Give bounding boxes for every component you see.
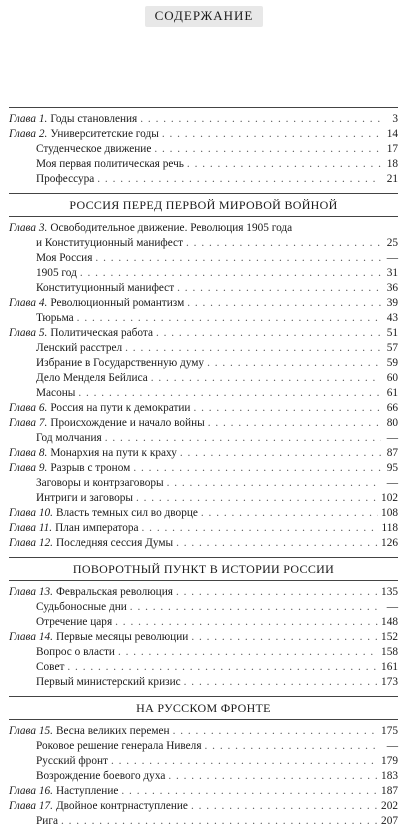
page-number: 43: [386, 312, 398, 324]
toc-entry-label: [9, 416, 205, 431]
toc-chapter-row: [9, 112, 398, 127]
toc-entry-label: [9, 371, 148, 386]
chapter-number: Глава 12.: [9, 537, 53, 549]
dot-leader: [105, 431, 381, 446]
toc-subsection-row: [9, 600, 398, 615]
chapter-title: Освободительное движение. Революция 1905 года: [50, 222, 293, 234]
toc-entry-label: [9, 536, 173, 551]
page-number: 51: [386, 327, 398, 339]
toc-subsection-row: [9, 754, 398, 769]
dot-leader: [142, 521, 379, 536]
chapter-title: Происхождение и начало войны: [50, 417, 205, 429]
toc-chapter-row: [9, 521, 398, 536]
toc-chapter-row: [9, 724, 398, 739]
toc-chapter-row: [9, 326, 398, 341]
subsection-title: Тюрьма: [36, 312, 74, 324]
toc-entry-label: [9, 754, 108, 769]
chapter-title: Монархия на пути к краху: [50, 447, 177, 459]
page-number: 118: [381, 522, 398, 534]
dot-leader: [61, 814, 378, 829]
subsection-title: Заговоры и контрзаговоры: [36, 477, 164, 489]
page-number: 135: [381, 586, 398, 598]
dot-leader: [125, 341, 381, 356]
toc-chapter-row: [9, 446, 398, 461]
toc-entry-label: [9, 142, 151, 157]
page-number: 14: [386, 128, 398, 140]
subsection-title: Русский фронт: [36, 755, 108, 767]
toc-entry-label: [9, 221, 292, 236]
toc-subsection-row: [9, 371, 398, 386]
dot-leader: [187, 157, 381, 172]
page-number: 39: [386, 297, 398, 309]
page-number: 187: [381, 785, 398, 797]
page-number: 17: [386, 143, 398, 155]
page-number: 18: [386, 158, 398, 170]
chapter-number: Глава 15.: [9, 725, 53, 737]
toc-entry-label: [9, 446, 177, 461]
chapter-number: Глава 9.: [9, 462, 48, 474]
page-title: СОДЕРЖАНИЕ: [145, 6, 264, 27]
dot-leader: [207, 356, 381, 371]
toc-subsection-row: [9, 266, 398, 281]
chapter-number: Глава 8.: [9, 447, 48, 459]
toc-chapter-row: [9, 296, 398, 311]
section-heading-russian-front: НА РУССКОМ ФРОНТЕ: [9, 696, 398, 720]
chapter-number: Глава 6.: [9, 402, 48, 414]
toc-subsection-row: [9, 739, 398, 754]
subsection-title: Масоны: [36, 387, 76, 399]
toc-subsection-row: [9, 814, 398, 829]
subsection-title: Дело Менделя Бейлиса: [36, 372, 148, 384]
toc-subsection-row: [9, 341, 398, 356]
toc-subsection-row: [9, 236, 398, 251]
chapter-title: Последняя сессия Думы: [55, 537, 174, 549]
dot-leader: [133, 461, 381, 476]
toc-chapter-row: [9, 585, 398, 600]
toc-entry-label: [9, 326, 153, 341]
toc-entry-label: [9, 585, 173, 600]
toc-subsection-row: [9, 645, 398, 660]
dot-leader: [111, 754, 378, 769]
subsection-title: Интриги и заговоры: [36, 492, 133, 504]
chapter-title: Двойное контрнаступление: [55, 800, 188, 812]
page-number: 158: [381, 646, 398, 658]
page-number: 66: [386, 402, 398, 414]
toc-subsection-row: [9, 491, 398, 506]
toc-entry-label: [9, 615, 112, 630]
dot-leader: [177, 281, 381, 296]
subsection-title: Моя Россия: [36, 252, 93, 264]
toc-subsection-row: [9, 311, 398, 326]
chapter-title: Первые месяцы революции: [55, 631, 189, 643]
toc-entry-label: [9, 311, 74, 326]
page-number: 21: [386, 173, 398, 185]
page-number: 102: [381, 492, 398, 504]
toc-entry-label: [9, 799, 188, 814]
dot-leader: [186, 236, 381, 251]
dot-leader: [136, 491, 378, 506]
toc-entry-label: [9, 630, 188, 645]
chapter-number: Глава 14.: [9, 631, 53, 643]
subsection-title: Студенческое движение: [36, 143, 152, 155]
chapter-number: Глава 3.: [9, 222, 48, 234]
toc-chapter-row: [9, 630, 398, 645]
subsection-title: 1905 год: [36, 267, 77, 279]
chapter-title: Политическая работа: [50, 327, 153, 339]
dot-leader: [208, 416, 381, 431]
toc-subsection-row: [9, 431, 398, 446]
toc-entry-label: [9, 127, 159, 142]
chapter-title: Февральская революция: [55, 586, 173, 598]
toc-subsection-row: [9, 172, 398, 187]
toc-subsection-row: [9, 142, 398, 157]
dot-leader: [67, 660, 378, 675]
dot-leader: [140, 112, 381, 127]
dot-leader: [168, 769, 378, 784]
toc-subsection-row: [9, 386, 398, 401]
page-number: 207: [381, 815, 398, 827]
dot-leader: [191, 799, 378, 814]
subsection-title: Избрание в Государственную думу: [36, 357, 205, 369]
chapter-title: Власть темных сил во дворце: [55, 507, 198, 519]
page-number: 148: [381, 616, 398, 628]
chapter-number: Глава 11.: [9, 522, 53, 534]
page-number: 202: [381, 800, 398, 812]
toc-entry-label: [9, 660, 64, 675]
toc-entry-label: [9, 769, 165, 784]
page-number: 95: [386, 462, 398, 474]
dot-leader: [95, 251, 381, 266]
page-number: 59: [386, 357, 398, 369]
dot-leader: [77, 311, 381, 326]
dot-leader: [121, 784, 378, 799]
toc-chapter-row: [9, 127, 398, 142]
toc-entry-label: [9, 784, 118, 799]
toc-entry-label: [9, 236, 183, 251]
toc-entry-label: [9, 296, 184, 311]
dot-leader: [118, 645, 378, 660]
toc-subsection-row: [9, 769, 398, 784]
toc-chapter-row: [9, 506, 398, 521]
dot-leader: [193, 401, 381, 416]
dot-leader: [184, 675, 378, 690]
chapter-title: План императора: [55, 522, 139, 534]
page-number: 108: [381, 507, 398, 519]
toc-entry-label: [9, 724, 170, 739]
page-number: 31: [386, 267, 398, 279]
page-number: —: [386, 740, 398, 752]
toc-entry-label: [9, 476, 164, 491]
toc-entry-label: [9, 600, 127, 615]
section-heading-turning-point: ПОВОРОТНЫЙ ПУНКТ В ИСТОРИИ РОССИИ: [9, 557, 398, 581]
page-number: 60: [386, 372, 398, 384]
dot-leader: [80, 266, 381, 281]
dot-leader: [187, 296, 381, 311]
toc-entry-label: [9, 461, 130, 476]
page-number: 36: [386, 282, 398, 294]
chapter-title: Университетские годы: [50, 128, 159, 140]
chapter-title: Россия на пути к демократии: [50, 402, 191, 414]
dot-leader: [78, 386, 381, 401]
subsection-title: Судьбоносные дни: [36, 601, 127, 613]
toc-chapter-row: [9, 784, 398, 799]
toc-subsection-row: [9, 157, 398, 172]
toc-group-1: [9, 112, 398, 187]
page-number: 25: [386, 237, 398, 249]
chapter-number: Глава 5.: [9, 327, 48, 339]
toc-entry-label: [9, 431, 102, 446]
page-number: 57: [386, 342, 398, 354]
page-number: 152: [381, 631, 398, 643]
dot-leader: [173, 724, 378, 739]
toc-entry-label: [9, 112, 137, 127]
subsection-title: Первый министерский кризис: [36, 676, 181, 688]
toc-subsection-row: [9, 476, 398, 491]
table-of-contents: [9, 107, 398, 829]
toc-entry-label: [9, 506, 198, 521]
toc-entry-label: [9, 251, 92, 266]
subsection-title: Год молчания: [36, 432, 102, 444]
toc-entry-label: [9, 491, 133, 506]
toc-chapter-row: [9, 536, 398, 551]
chapter-title: Годы становления: [50, 113, 138, 125]
toc-entry-label: [9, 172, 94, 187]
toc-entry-label: [9, 739, 202, 754]
page-number: —: [386, 477, 398, 489]
dot-leader: [156, 326, 381, 341]
subsection-title: Роковое решение генерала Нивеля: [36, 740, 202, 752]
toc-entry-label: [9, 401, 190, 416]
toc-chapter-row: [9, 401, 398, 416]
dot-leader: [191, 630, 378, 645]
chapter-number: Глава 13.: [9, 586, 53, 598]
page-number: —: [386, 252, 398, 264]
subsection-title: и Конституционный манифест: [36, 237, 184, 249]
subsection-title: Конституционный манифест: [36, 282, 175, 294]
chapter-number: Глава 1.: [9, 113, 48, 125]
page-number: —: [386, 601, 398, 613]
toc-group-3: [9, 585, 398, 690]
toc-entry-label: [9, 814, 58, 829]
page-number: 3: [392, 113, 398, 125]
dot-leader: [201, 506, 378, 521]
toc-subsection-row: [9, 356, 398, 371]
page-number: 80: [386, 417, 398, 429]
toc-chapter-row: [9, 221, 398, 236]
dot-leader: [115, 615, 378, 630]
chapter-number: Глава 17.: [9, 800, 53, 812]
dot-leader: [180, 446, 381, 461]
toc-subsection-row: [9, 281, 398, 296]
dot-leader: [167, 476, 381, 491]
toc-chapter-row: [9, 461, 398, 476]
page-number: 126: [381, 537, 398, 549]
chapter-number: Глава 2.: [9, 128, 48, 140]
toc-header: [0, 6, 408, 27]
toc-chapter-row: [9, 799, 398, 814]
toc-entry-label: [9, 386, 75, 401]
dot-leader: [151, 371, 381, 386]
chapter-number: Глава 7.: [9, 417, 48, 429]
subsection-title: Совет: [36, 661, 65, 673]
dot-leader: [154, 142, 381, 157]
dot-leader: [162, 127, 381, 142]
toc-entry-label: [9, 341, 122, 356]
page-number: 179: [381, 755, 398, 767]
page-number: 175: [381, 725, 398, 737]
chapter-title: Весна великих перемен: [55, 725, 170, 737]
chapter-title: Революционный романтизм: [50, 297, 185, 309]
subsection-title: Рига: [36, 815, 58, 827]
chapter-title: Наступление: [55, 785, 119, 797]
toc-group-2: [9, 221, 398, 551]
toc-entry-label: [9, 645, 115, 660]
toc-subsection-row: [9, 615, 398, 630]
page-number: 173: [381, 676, 398, 688]
subsection-title: Вопрос о власти: [36, 646, 115, 658]
subsection-title: Возрождение боевого духа: [36, 770, 166, 782]
page-number: 87: [386, 447, 398, 459]
chapter-title: Разрыв с троном: [50, 462, 131, 474]
toc-subsection-row: [9, 251, 398, 266]
dot-leader: [205, 739, 381, 754]
toc-group-4: [9, 724, 398, 829]
page-number: 61: [386, 387, 398, 399]
page-number: 183: [381, 770, 398, 782]
section-heading-russia-before-ww1: РОССИЯ ПЕРЕД ПЕРВОЙ МИРОВОЙ ВОЙНОЙ: [9, 193, 398, 217]
chapter-number: Глава 10.: [9, 507, 53, 519]
toc-entry-label: [9, 157, 184, 172]
toc-entry-label: [9, 356, 204, 371]
subsection-title: Моя первая политическая речь: [36, 158, 184, 170]
toc-entry-label: [9, 266, 77, 281]
chapter-number: Глава 4.: [9, 297, 48, 309]
toc-chapter-row: [9, 416, 398, 431]
dot-leader: [97, 172, 381, 187]
dot-leader: [176, 536, 378, 551]
page-number: —: [386, 432, 398, 444]
page-number: 161: [381, 661, 398, 673]
dot-leader: [130, 600, 381, 615]
toc-entry-label: [9, 675, 181, 690]
subsection-title: Профессура: [36, 173, 95, 185]
chapter-number: Глава 16.: [9, 785, 53, 797]
subsection-title: Ленский расстрел: [36, 342, 123, 354]
subsection-title: Отречение царя: [36, 616, 113, 628]
toc-subsection-row: [9, 660, 398, 675]
toc-entry-label: [9, 521, 139, 536]
toc-entry-label: [9, 281, 174, 296]
dot-leader: [176, 585, 378, 600]
toc-subsection-row: [9, 675, 398, 690]
